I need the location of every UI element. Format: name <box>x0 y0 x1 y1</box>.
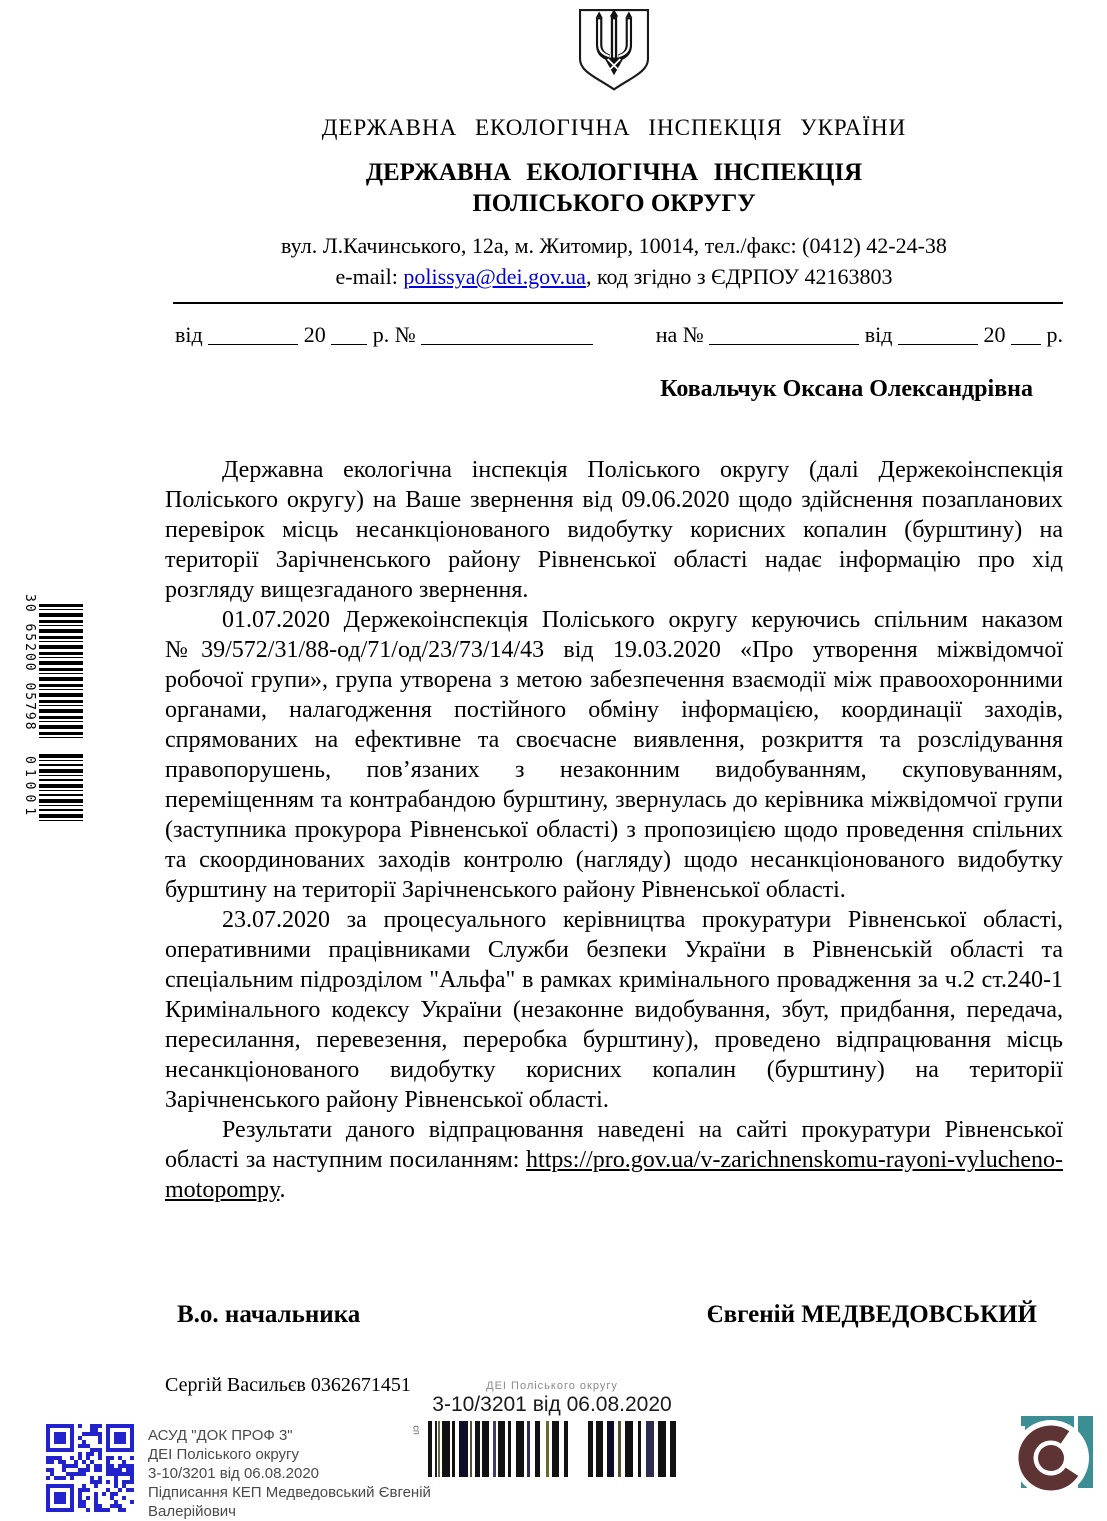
on-number-label: на № <box>655 322 704 347</box>
addressee-name: Ковальчук Оксана Олександрівна <box>660 376 1033 402</box>
paragraph-text: Результати даного відпрацювання наведені на сайті прокуратури Рівненської області за наступним посиланням: <box>165 1117 1063 1173</box>
from-label: від <box>175 322 203 347</box>
prosecutor-site-link[interactable]: https://pro.gov.ua/v-zarichnenskomu-rayoni-vylucheno-motopompy <box>165 1147 1063 1203</box>
org-title-line1: ДЕРЖАВНА ЕКОЛОГІЧНА ІНСПЕКЦІЯ <box>365 159 863 186</box>
edrpou-code: , код згідно з ЄДРПОУ 42163803 <box>585 264 893 289</box>
document-registration-barcode <box>411 1421 686 1477</box>
barcode-bars <box>39 594 83 840</box>
org-round-logo-icon <box>1011 1414 1095 1503</box>
barcode-segment-addon <box>39 754 83 822</box>
blank-underline <box>709 322 859 345</box>
outgoing-reference <box>175 322 593 348</box>
paragraph: Державна екологічна інспекція Поліського округу (далі Держекоінспекція Поліського округу) на Ваше звернення від 09.06.2020 щодо здійснення позапланових перевірок місць несанкціонованого видобутку корисних копалин (бурштину) на території Зарічненського району Рівненської області надає інформацію про хід розгляду вищезгаданого звернення. <box>165 457 1063 603</box>
stamp-reg-number: 3-10/3201 від 06.08.2020 <box>432 1393 672 1416</box>
signature-row <box>165 1301 1063 1329</box>
blank-underline <box>898 322 978 345</box>
paragraph: 01.07.2020 Держекоінспекція Поліського округу керуючись спільним наказом №39/572/31/88-од/71/од/23/73/14/43 від 19.03.2020 «Про утворення міжвідомчої робочої групи», група утворена з метою забезпечення взаємодії між правоохоронними органами, налагодження постійного обміну інформацією, координації заходів, спрямованих на ефективне та своєчасне виявлення, розкриття та розслідування правопорушень, пов’язаних з незаконним видобуванням, скуповуванням, переміщенням та контрабандою бурштину, звернулась до керівника міжвідомчої групи (заступника прокурора Рівненської області) з пропозицією щодо проведення спільних та скоординованих заходів контролю (нагляду) щодо несанкціонованого видобутку бурштину на території Зарічненського району Рівненської області. <box>165 607 1063 903</box>
signer-name: Євгеній МЕДВЕДОВСЬКИЙ <box>706 1301 1037 1328</box>
signing-info <box>148 1424 431 1521</box>
barcode-number-addon: 01001 <box>22 756 37 821</box>
barcode-number-main: 30 65200 05798 <box>22 594 37 732</box>
year-prefix: 20 <box>303 322 326 347</box>
barcode-segment-main <box>39 604 83 740</box>
ukraine-trident-emblem-icon <box>165 8 1063 105</box>
email-link[interactable]: polissya@dei.gov.ua <box>403 264 586 289</box>
org-contact-line <box>165 264 1063 290</box>
year-suffix-label: р. <box>1046 322 1063 347</box>
stamp-side-label: сп <box>411 1425 422 1435</box>
national-agency-title: ДЕРЖАВНА ЕКОЛОГІЧНА ІНСПЕКЦІЯ УКРАЇНИ <box>321 115 907 140</box>
paragraph-with-link <box>165 1115 1063 1205</box>
barcode-rotated-strip <box>21 594 83 840</box>
stamp-org-name: ДЕІ Поліського округу <box>486 1380 618 1392</box>
org-title-line2: ПОЛІСЬКОГО ОКРУГУ <box>472 190 756 217</box>
ean-barcode-vertical <box>20 594 84 840</box>
letter-body <box>165 455 1063 1205</box>
reference-line <box>175 322 1063 348</box>
year-prefix: 20 <box>983 322 1006 347</box>
executor-line: Сергій Васильєв 0362671451 <box>165 1374 411 1396</box>
digital-signature-block <box>46 1424 431 1521</box>
blank-underline <box>1011 322 1041 345</box>
org-address: вул. Л.Качинського, 12а, м. Житомир, 10014, тел./факс: (0412) 42-24-38 <box>281 233 947 258</box>
incoming-reference <box>656 322 1063 348</box>
signing-info-line: 3-10/3201 від 06.08.2020 <box>148 1465 320 1482</box>
from-label: від <box>864 322 893 347</box>
signing-info-line: Підписання КЕП Медведовський Євгеній <box>148 1484 431 1501</box>
registration-stamp <box>411 1380 686 1477</box>
paragraph: 23.07.2020 за процесуального керівництва прокуратури Рівненської області, оперативними працівниками Служби безпеки України в Рівненській області та спеціальним підрозділом "Альфа" в рамках кримінального провадження за ч.2 ст.240-1 Кримінального кодексу України (незаконне видобування, збут, придбання, передача, пересилання, перевезення, переробка бурштину), проведено відпрацювання місць несанкціонованого видобутку корисних копалин (бурштину) на території Зарічненського району Рівненської області. <box>165 907 1063 1113</box>
blank-underline <box>421 322 593 345</box>
signing-info-line: Валерійович <box>148 1503 237 1520</box>
signing-info-line: АСУД "ДОК ПРОФ 3" <box>148 1427 293 1444</box>
blank-underline <box>331 322 367 345</box>
header-divider <box>173 302 1063 304</box>
blank-underline <box>208 322 298 345</box>
barcode-digits <box>22 594 37 840</box>
paragraph-text: . <box>279 1177 286 1203</box>
number-label: р. № <box>372 322 416 347</box>
document-page <box>0 8 1107 1520</box>
barcode-bars <box>428 1421 680 1477</box>
qr-code-icon <box>46 1424 134 1512</box>
signing-info-line: ДЕІ Поліського округу <box>148 1446 299 1463</box>
email-label: e-mail: <box>335 264 398 289</box>
signer-position: В.о. начальника <box>177 1301 361 1328</box>
letterhead <box>165 8 1063 304</box>
